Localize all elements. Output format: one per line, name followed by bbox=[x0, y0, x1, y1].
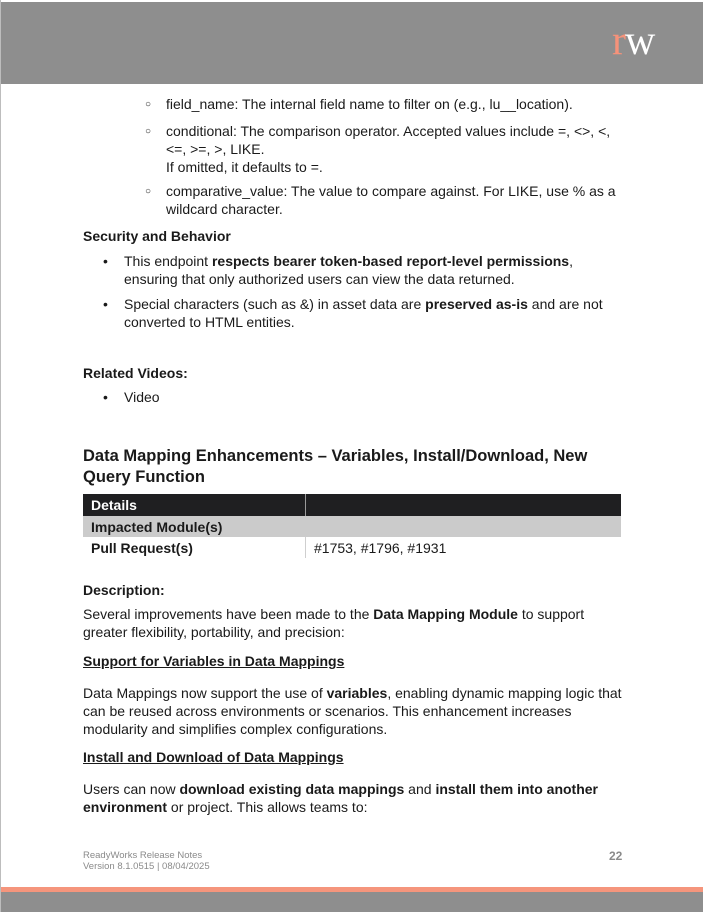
table-row bbox=[83, 516, 621, 537]
impacted-modules-label: Impacted Module(s) bbox=[83, 516, 621, 537]
text: greater flexibility, portability, and precision: bbox=[83, 624, 345, 640]
param-conditional-line2: <=, >=, >, LIKE. bbox=[166, 141, 265, 157]
page-border bbox=[0, 0, 1, 912]
description-paragraph bbox=[83, 605, 623, 641]
install-paragraph bbox=[83, 780, 628, 816]
text: Users can now bbox=[83, 781, 180, 797]
bullet-icon: • bbox=[103, 253, 108, 269]
install-heading: Install and Download of Data Mappings bbox=[83, 749, 344, 765]
text: converted to HTML entities. bbox=[124, 314, 295, 330]
bold-text: environment bbox=[83, 799, 168, 815]
text: Several improvements have been made to the bbox=[83, 606, 374, 622]
security-item bbox=[124, 252, 624, 288]
details-table bbox=[83, 494, 621, 558]
variables-heading: Support for Variables in Data Mappings bbox=[83, 653, 345, 669]
table-header-cell: Details bbox=[83, 494, 306, 516]
param-comparative-line1: comparative_value: The value to compare against. For LIKE, use % as a bbox=[166, 183, 616, 199]
param-conditional-line3: If omitted, it defaults to =. bbox=[166, 159, 323, 175]
description-heading: Description: bbox=[83, 582, 165, 598]
table-header-cell bbox=[306, 494, 622, 516]
bold-text: Data Mapping Module bbox=[373, 606, 518, 622]
hollow-bullet-icon: ○ bbox=[145, 186, 152, 197]
param-conditional-line1: conditional: The comparison operator. Accepted values include =, <>, <, bbox=[166, 123, 611, 139]
param-field-name: field_name: The internal field name to filter on (e.g., lu__location). bbox=[166, 96, 573, 112]
bold-text: variables bbox=[326, 685, 388, 701]
text: to support bbox=[517, 606, 585, 622]
section-title-line1: Data Mapping Enhancements – Variables, Install/Download, New bbox=[83, 447, 588, 465]
text: and bbox=[404, 781, 436, 797]
text: can be reused across environments or scenarios. This enhancement increases bbox=[83, 703, 572, 719]
text: modularity and simplifies complex configurations. bbox=[83, 721, 388, 737]
param-conditional bbox=[166, 122, 626, 176]
text: or project. This allows teams to: bbox=[167, 799, 368, 815]
footer-band bbox=[1, 892, 703, 912]
pull-requests-label: Pull Request(s) bbox=[83, 537, 306, 558]
page-number: 22 bbox=[609, 849, 623, 863]
text: Data Mappings now support the use of bbox=[83, 685, 327, 701]
footer-info bbox=[83, 850, 210, 872]
readyworks-logo bbox=[612, 20, 654, 62]
text: , enabling dynamic mapping logic that bbox=[387, 685, 622, 701]
bullet-icon: • bbox=[103, 296, 108, 312]
text: , bbox=[569, 253, 573, 269]
table-row bbox=[83, 537, 621, 558]
bold-text: respects bearer token-based report-level permissions bbox=[211, 253, 570, 269]
pull-requests-value: #1753, #1796, #1931 bbox=[314, 539, 447, 556]
param-comparative-value bbox=[166, 182, 626, 218]
related-videos-heading: Related Videos: bbox=[83, 365, 188, 381]
bold-text: download existing data mappings bbox=[179, 781, 405, 797]
table-header-row bbox=[83, 494, 621, 516]
section-title bbox=[83, 446, 603, 488]
logo-w: w bbox=[625, 18, 655, 64]
video-link[interactable]: Video bbox=[124, 389, 160, 405]
bold-text: preserved as-is bbox=[425, 296, 528, 312]
bullet-icon: • bbox=[103, 389, 108, 405]
bold-text: install them into another bbox=[435, 781, 599, 797]
text: This endpoint bbox=[124, 253, 212, 269]
header-band bbox=[1, 2, 703, 84]
variables-paragraph bbox=[83, 684, 628, 738]
logo-r: r bbox=[612, 18, 625, 64]
security-heading: Security and Behavior bbox=[83, 228, 231, 244]
text: Special characters (such as &) in asset data are bbox=[124, 296, 426, 312]
security-item bbox=[124, 295, 624, 331]
footer-doc-title: ReadyWorks Release Notes bbox=[83, 850, 203, 861]
hollow-bullet-icon: ○ bbox=[145, 126, 152, 137]
text: ensuring that only authorized users can view the data returned. bbox=[124, 271, 515, 287]
section-title-line2: Query Function bbox=[83, 468, 205, 486]
param-comparative-line2: wildcard character. bbox=[166, 201, 283, 217]
hollow-bullet-icon: ○ bbox=[145, 99, 152, 110]
text: and are not bbox=[527, 296, 603, 312]
footer-version: Version 8.1.0515 | 08/04/2025 bbox=[83, 861, 210, 872]
